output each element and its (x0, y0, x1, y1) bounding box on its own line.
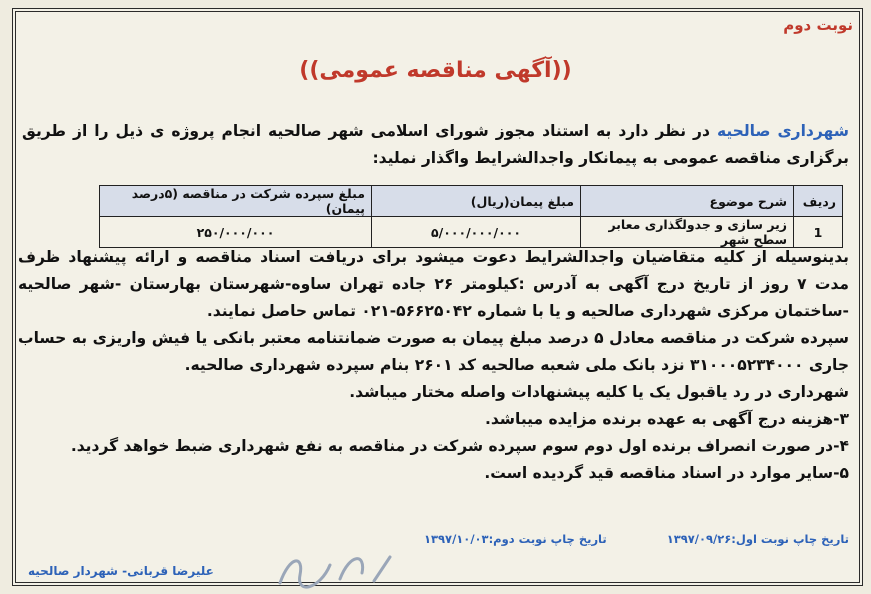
cell-amount: ۵/۰۰۰/۰۰۰/۰۰۰ (372, 217, 581, 248)
table-row (100, 217, 843, 248)
print-dates (424, 532, 849, 546)
paragraph-other: ۵-سایر موارد در اسناد مناقصه قید گردیده است. (484, 464, 849, 482)
paragraph-invitation: بدینوسیله از کلیه متقاضیان واجدالشرایط دعوت میشود برای دریافت اسناد مناقصه و ارائه پیشنهاد ظرف مدت ۷ روز از تاریخ درج آگهی به آدرس :کیلومتر ۲۶ جاده تهران ساوه-شهرستان بهارستان -شهر صالحیه -ساختمان مرکزی شهرداری صالحیه و یا با شماره ۵۶۶۲۵۰۴۲-۰۲۱ تماس حاصل نمایند. (18, 248, 849, 320)
project-table (99, 185, 843, 248)
round-label: نوبت دوم (783, 16, 853, 34)
header-deposit: مبلغ سپرده شرکت در مناقصه (۵درصد پیمان) (100, 186, 372, 217)
paragraph-rights: شهرداری در رد یاقبول یک یا کلیه پیشنهادات واصله مختار میباشد. (349, 383, 849, 401)
cell-description: زیر سازی و جدولگذاری معابر سطح شهر (581, 217, 794, 248)
paragraph-deposit: سپرده شرکت در مناقصه معادل ۵ درصد مبلغ پیمان به صورت ضمانتنامه معتبر بانکی یا فیش واریزی به حساب جاری ۳۱۰۰۰۵۲۳۴۰۰۰ نزد بانک ملی شعبه صالحیه کد ۲۶۰۱ بنام سپرده شهرداری صالحیه. (18, 329, 849, 374)
table-header-row (100, 186, 843, 217)
notice-body (18, 244, 849, 487)
signature: علیرضا قربانی- شهردار صالحیه (28, 564, 214, 578)
handwritten-mark (270, 545, 400, 591)
paragraph-forfeit: ۴-در صورت انصراف برنده اول دوم سوم سپرده شرکت در مناقصه به نفع شهرداری ضبط خواهد گردید. (70, 437, 849, 455)
cell-deposit: ۲۵۰/۰۰۰/۰۰۰ (100, 217, 372, 248)
header-amount: مبلغ پیمان(ریال) (372, 186, 581, 217)
header-row-number: ردیف (794, 186, 843, 217)
notice-title: ((آگهی مناقصه عمومی)) (299, 58, 572, 83)
intro-text: در نظر دارد به استناد مجوز شورای اسلامی شهر صالحیه انجام پروژه ی ذیل را از طریق برگزاری مناقصه عمومی به پیمانکار واجدالشرایط واگذار نملید: (22, 122, 849, 167)
second-print-date: تاریخ چاپ نوبت دوم:۱۳۹۷/۱۰/۰۳ (424, 532, 607, 546)
cell-row-number: 1 (794, 217, 843, 248)
paragraph-ad-cost: ۳-هزینه درج آگهی به عهده برنده مزایده میباشد. (484, 410, 849, 428)
organization-name: شهرداری صالحیه (716, 122, 849, 140)
first-print-date: تاریخ چاپ نوبت اول:۱۳۹۷/۰۹/۲۶ (666, 532, 849, 546)
header-description: شرح موضوع (581, 186, 794, 217)
intro-paragraph (22, 118, 849, 172)
